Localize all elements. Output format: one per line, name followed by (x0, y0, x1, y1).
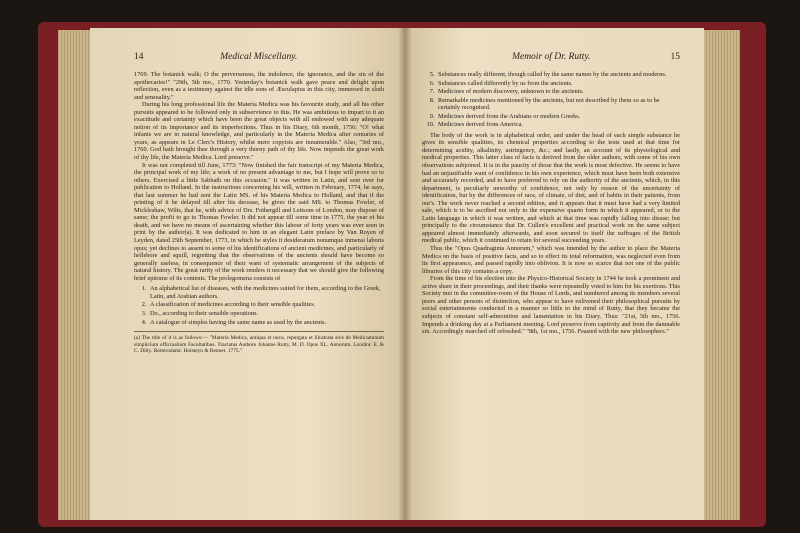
right-page (404, 28, 704, 520)
paragraph: It was not completed till June, 1773: "Now finished the fair transcript of my Materia Medica, the principal work of my life; a work of no present advantage to me, but I hope will prove so to others. Exercised a little Sabbath on this occasion." It was written in Latin, and sent over for publication to Holland. In the instructions concerning his will, written in February, 1774, he says, that last summer he had sent the Latin MS. of his Materia Medica to Holland, and that if the printing of it be delayed till after his decease, he gives the said MS. to Thomas Fowler, of Mickleshaw, Wilts, that he, with advice of Drs. Fothergill and Lettsom of London, may dispose of same; the profit to go to Thomas Fowler. It did not appear till some time in 1775, the year of his death, and we have no means of ascertaining whether this labour of forty years was ever seen in print by the author(a). It was dedicated to him in an elegant Latin preface by Van Royen of Leyden, dated 25th September, 1773, in which he styles it desideratum nonumque inmensi laboris opus; yet declines to assent to some of his identifications of ancient medicines, and particularly of hellebore and squill, regretting that the observations of the ancients should have become so generally useless, in consequence of their want of systematic arrangement of the subjects of natural history. The great rarity of the work renders it necessary that we should give the following brief epitome of its contents. The prolegomena consists of (134, 161, 384, 282)
paragraph: The body of the work is in alphabetical order, and under the head of each simple substance he gives its sensible qualities, its chemical properties according to the tests used at that time for determining acidity, alkalinity, astringency, &c.; and lastly, an account of its physiological and medical properties. This latter class of facts is derived from the older authors, with some of his own observations subjoined. It is in the paucity of those that the work is most defective. He seems to have had an unjustifiable want of confidence in his own experience, which must have been both extensive and accurately recorded, and to have preferred to rely on the authority of the ancients, which, in this department, is peculiarly unworthy of confidence, not only by reason of the uncertainty of identification, but by the differences of race, of climate, of diet, and of habits in their patients, from our's. The work never reached a second edition, and it appears that it must have had a very limited sale, which is to be ascribed not only to the expensive quarto form in which it appeared, or to the Latin language in which it was written, and which at that time was rapidly falling into disuse; but principally to the circumstance that Dr. Cullen's excellent and practical work on the same subject appeared almost immediately afterwards, and soon secured to itself the suffrages of the British medical public, which it continued to retain for several succeeding years. (422, 131, 680, 245)
list-item: 7. Medicines of modern discovery, unknown to the ancients. (436, 88, 680, 96)
page-number: 14 (134, 52, 144, 62)
page-number: 15 (670, 52, 680, 62)
prolegomena-list-continued (422, 71, 680, 129)
list-item: 4. A catalogue of simples having the same name as used by the ancients. (148, 319, 384, 327)
list-item: 9. Medicines derived from the Arabians or modern Greeks. (436, 113, 680, 121)
paragraph: Thus the "Opus Quadraginta Annorum," which was intended by the author to place the Materia Medica on the basis of positive facts, and so to effect its total reformation, was neglected even from its first appearance, and passed rapidly into oblivion. It is now so scarce that not one of the public libraries of this city contains a copy. (422, 245, 680, 275)
list-item: 6. Substances called differently by us from the ancients. (436, 80, 680, 88)
left-page-edges (58, 30, 94, 520)
left-page-text (134, 71, 384, 282)
right-page-text (422, 132, 680, 336)
left-page (90, 28, 406, 520)
running-title: Memoir of Dr. Rutty. (512, 52, 591, 62)
list-item: 5. Substances really different, though called by the same names by the ancients and moderns. (436, 71, 680, 79)
paragraph: From the time of his election into the Physico-Historical Society in 1744 he took a prominent and active share in their proceedings, and their thanks were repeatedly voted to him for his exertions. This Society met in the committee-room of the House of Lords, and numbered among its members several peers and other persons of distinction, who appear to have enlivened their philosophical pursuits by social entertainments conducted in a manner so little to the mind of Rutty, that they became the subjects of constant self-admonition and lamentation in his Diary. Thus: "21st, 5th mo., 1756. Impends a drinking day at a Parliament meeting. Lord preserve from captivity and from the damnable sin. Accordingly marched off refreshed." "8th, 1st mo., 1756. Feasted with the new philosophers." (422, 275, 680, 336)
list-item: 1. An alphabetical list of diseases, with the medicines suited for them, according to the Greek, Latin, and Arabian authors. (148, 285, 384, 300)
list-item: 8. Remarkable medicines mentioned by the ancients, but not described by them so as to be certainly recognised. (436, 97, 680, 112)
paragraph: 1769. The botanick walk; O the perverseness, the indolence, the ignorance, and the sin of the apothecaries!" "29th, 5th mo., 1770. Yesterday's botanick walk gave peace and delight upon reflection, even as a testimony against the idle sons of Æsculapius in this city, immersed in sloth and sensuality." (134, 71, 384, 101)
list-item: 10. Medicines derived from America. (436, 121, 680, 129)
list-item: 2. A classification of medicines according to their sensible qualities. (148, 301, 384, 309)
list-item: 3. Do., according to their sensible operations. (148, 310, 384, 318)
book-gutter (398, 28, 412, 520)
right-page-edges (700, 30, 740, 520)
prolegomena-list (134, 285, 384, 326)
paragraph: During his long professional life the Materia Medica was his favourite study, and all his other pursuits appeared to be followed only in subservience to this. He was ambitious to impart to it an exactitude and certainty which have been the great objects with all endowed with any adequate notion of its importance and its imperfections. Thus in his Diary, 6th month, 1756: "O! what infants we are in natural knowledge, and particularly in the Materia Medica after centuries of years, as appears in Le Clerc's History, whilst mere copyists are innumerable." Also, "3rd mo., 1760. God hath brought thee through a very thorny path of thy life. Now impends the great work of thy life, the Materia Medica. Lord preserve." (134, 101, 384, 162)
left-page-header (134, 52, 384, 62)
footnote: (a) The title of it is as follows:— "Materia Medica, antiqua et nova, repurgata et illustrata sive de Medicaminum simplicium officinalium Facultatibus. Tractatus Authore Johanne Rutty, M. D. Opus XL. Annorum. Londini: E. & C. Dilly. Rotterodami: Holsteyn & Bennet. 1775." (134, 331, 384, 355)
right-page-header (422, 52, 680, 62)
running-title: Medical Miscellany. (220, 52, 298, 62)
